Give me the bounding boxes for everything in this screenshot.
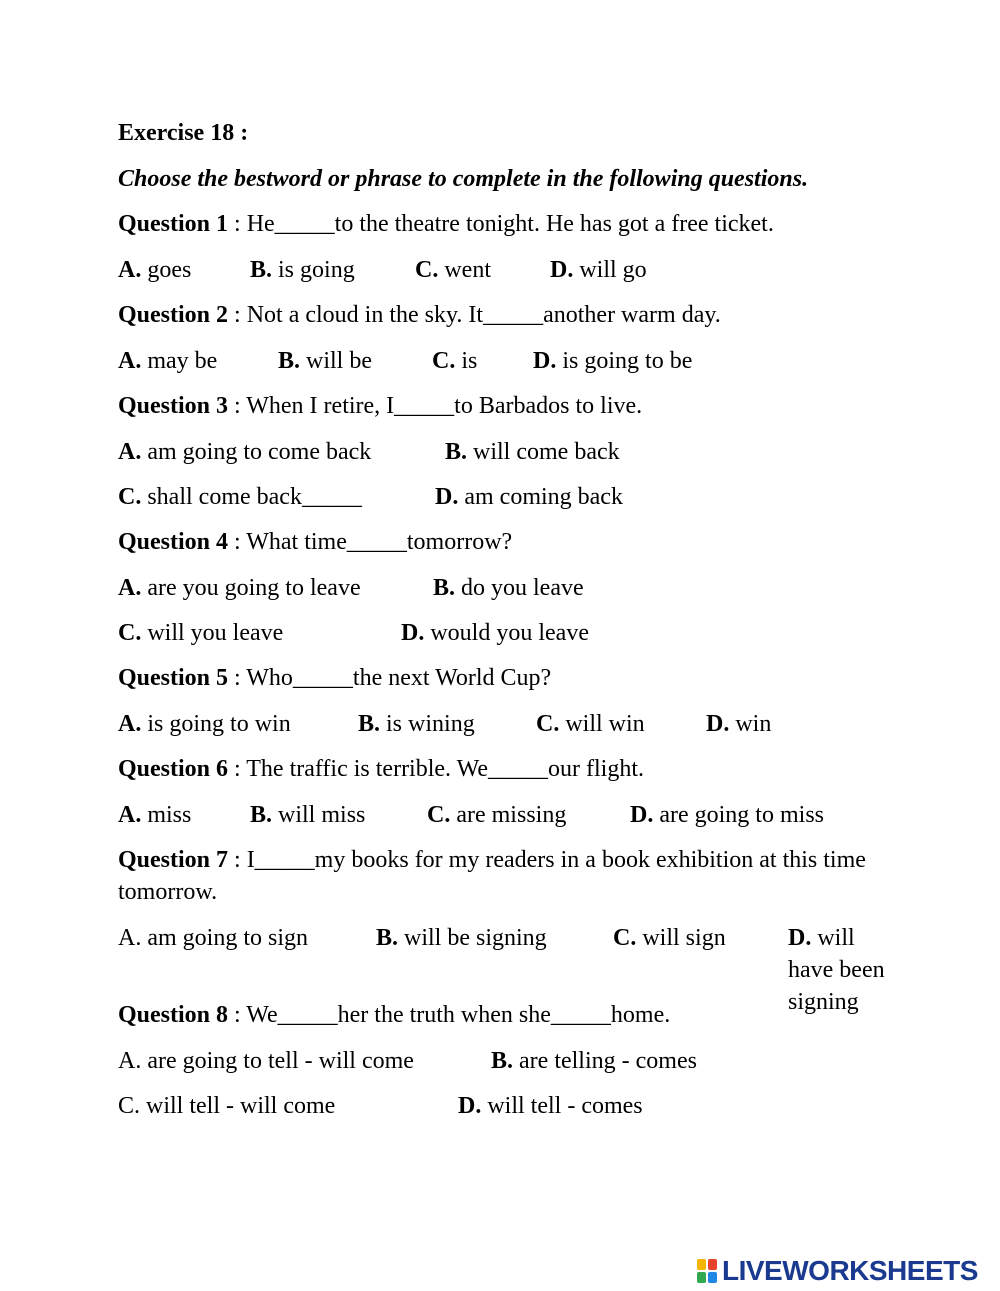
option-letter: D. — [401, 620, 425, 646]
option-text: will go — [573, 257, 647, 283]
question-text: When I retire, I_____to Barbados to live. — [246, 393, 643, 419]
option-text: went — [438, 257, 491, 283]
option-text: are going to miss — [653, 802, 824, 828]
option-letter: A. — [118, 439, 142, 465]
option-letter: B. — [250, 802, 273, 828]
option-a[interactable] — [118, 345, 217, 377]
option-letter: B. — [433, 575, 456, 601]
option-letter: D. — [550, 257, 574, 283]
question-5 — [118, 662, 551, 694]
option-b[interactable] — [445, 436, 620, 468]
question-separator: : — [228, 665, 247, 691]
question-text: I_____my books for my readers in a book exhibition at this time tomorrow. — [118, 847, 866, 905]
question-4 — [118, 526, 512, 558]
option-text: are missing — [450, 802, 567, 828]
liveworksheets-logo — [697, 1254, 978, 1288]
option-a[interactable] — [118, 708, 291, 740]
option-a[interactable] — [118, 436, 371, 468]
option-text: am coming back — [458, 484, 623, 510]
question-separator: : — [228, 302, 247, 328]
option-text: miss — [141, 802, 192, 828]
option-text: will come back — [467, 439, 620, 465]
option-c[interactable] — [536, 708, 645, 740]
option-text: are telling - comes — [513, 1048, 697, 1074]
question-8 — [118, 999, 670, 1031]
option-letter: B. — [278, 348, 301, 374]
question-separator: : — [228, 1002, 247, 1028]
option-text: shall come back_____ — [141, 484, 362, 510]
logo-square-3 — [697, 1272, 706, 1283]
option-letter: C. — [432, 348, 456, 374]
option-letter: D. — [458, 1093, 482, 1119]
option-b[interactable] — [278, 345, 372, 377]
option-a[interactable] — [118, 254, 191, 286]
question-2 — [118, 299, 721, 331]
question-1 — [118, 208, 774, 240]
question-text: The traffic is terrible. We_____our flight. — [246, 756, 644, 782]
option-a[interactable] — [118, 922, 308, 954]
option-letter: C. — [613, 925, 637, 951]
question-text: Who_____the next World Cup? — [246, 665, 552, 691]
option-b[interactable] — [433, 572, 584, 604]
question-label: Question 8 — [118, 1002, 229, 1028]
option-text: am going to come back — [141, 439, 372, 465]
question-label: Question 1 — [118, 211, 229, 237]
option-text: will be signing — [398, 925, 547, 951]
instruction: Choose the bestword or phrase to complete in the following questions. — [118, 166, 809, 192]
question-text: Not a cloud in the sky. It_____another warm day. — [246, 302, 721, 328]
logo-text: LIVEWORKSHEETS — [722, 1255, 978, 1286]
question-separator: : — [228, 847, 247, 873]
option-text: will tell - will come — [140, 1093, 336, 1119]
option-text: will win — [559, 711, 645, 737]
option-letter: A. — [118, 925, 142, 951]
option-text: may be — [141, 348, 218, 374]
option-letter: C. — [118, 620, 142, 646]
option-b[interactable] — [376, 922, 547, 954]
question-text: What time_____tomorrow? — [246, 529, 513, 555]
option-text: are you going to leave — [141, 575, 361, 601]
option-letter: B. — [358, 711, 381, 737]
option-letter: A. — [118, 575, 142, 601]
option-d[interactable] — [401, 617, 589, 649]
option-letter: B. — [491, 1048, 514, 1074]
option-b[interactable] — [250, 254, 355, 286]
option-d[interactable] — [630, 799, 824, 831]
option-letter: D. — [435, 484, 459, 510]
question-separator: : — [228, 211, 247, 237]
option-letter: C. — [427, 802, 451, 828]
option-letter: A. — [118, 711, 142, 737]
option-letter: A. — [118, 802, 142, 828]
question-separator: : — [228, 529, 247, 555]
option-text: are going to tell - will come — [141, 1048, 414, 1074]
option-text: is going to be — [556, 348, 693, 374]
question-label: Question 4 — [118, 529, 229, 555]
option-d[interactable] — [788, 922, 898, 1018]
question-label: Question 7 — [118, 847, 229, 873]
logo-square-2 — [708, 1259, 717, 1270]
question-text: We_____her the truth when she_____home. — [246, 1002, 671, 1028]
question-separator: : — [228, 393, 247, 419]
option-letter: D. — [706, 711, 730, 737]
logo-square-1 — [697, 1259, 706, 1270]
option-text: would you leave — [424, 620, 589, 646]
option-b[interactable] — [491, 1045, 697, 1077]
option-text: is wining — [380, 711, 475, 737]
option-d[interactable] — [706, 708, 771, 740]
option-text: will tell - comes — [481, 1093, 643, 1119]
option-c[interactable] — [613, 922, 726, 954]
option-text: will miss — [272, 802, 366, 828]
option-text: is going to win — [141, 711, 291, 737]
option-text: will be — [300, 348, 373, 374]
question-text: He_____to the theatre tonight. He has got a free ticket. — [246, 211, 774, 237]
option-letter: A. — [118, 1048, 142, 1074]
option-c[interactable] — [118, 1090, 335, 1122]
option-letter: C. — [415, 257, 439, 283]
option-text: will have been signing — [788, 925, 885, 1015]
option-letter: C. — [536, 711, 560, 737]
question-3 — [118, 390, 642, 422]
option-letter: B. — [445, 439, 468, 465]
option-b[interactable] — [358, 708, 475, 740]
option-a[interactable] — [118, 1045, 414, 1077]
option-text: win — [729, 711, 772, 737]
option-d[interactable] — [458, 1090, 643, 1122]
option-letter: D. — [630, 802, 654, 828]
option-c[interactable] — [432, 345, 477, 377]
option-letter: A. — [118, 257, 142, 283]
option-c[interactable] — [118, 481, 362, 513]
option-text: goes — [141, 257, 192, 283]
option-letter: D. — [788, 925, 812, 951]
option-d[interactable] — [435, 481, 623, 513]
option-c[interactable] — [118, 617, 283, 649]
question-label: Question 6 — [118, 756, 229, 782]
question-6 — [118, 753, 644, 785]
option-letter: C. — [118, 1093, 141, 1119]
question-7 — [118, 844, 888, 908]
logo-grid-icon — [697, 1259, 717, 1283]
option-text: is — [455, 348, 478, 374]
option-a[interactable] — [118, 572, 361, 604]
option-letter: B. — [250, 257, 273, 283]
question-label: Question 3 — [118, 393, 229, 419]
option-c[interactable] — [427, 799, 566, 831]
question-label: Question 2 — [118, 302, 229, 328]
logo-square-4 — [708, 1272, 717, 1283]
question-label: Question 5 — [118, 665, 229, 691]
option-text: will you leave — [141, 620, 284, 646]
exercise-title: Exercise 18 : — [118, 120, 249, 146]
question-separator: : — [228, 756, 247, 782]
option-c[interactable] — [415, 254, 491, 286]
option-text: am going to sign — [141, 925, 309, 951]
option-text: is going — [272, 257, 355, 283]
option-text: do you leave — [455, 575, 584, 601]
option-text: will sign — [636, 925, 726, 951]
option-letter: A. — [118, 348, 142, 374]
option-letter: D. — [533, 348, 557, 374]
option-d[interactable] — [533, 345, 692, 377]
option-letter: B. — [376, 925, 399, 951]
option-b[interactable] — [250, 799, 365, 831]
option-a[interactable] — [118, 799, 191, 831]
option-letter: C. — [118, 484, 142, 510]
option-d[interactable] — [550, 254, 647, 286]
